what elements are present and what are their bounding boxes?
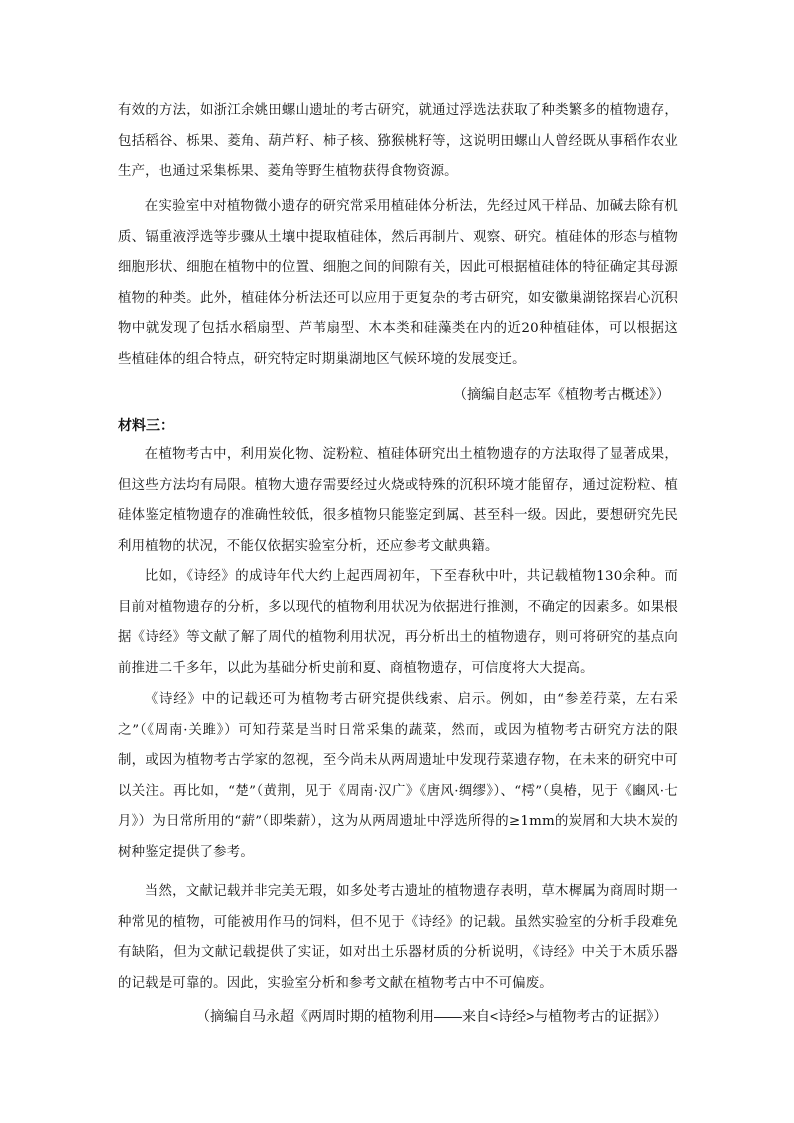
- paragraph-method-limitations: 在植物考古中，利用炭化物、淀粉粒、植硅体研究出土植物遗存的方法取得了显著成果，但这些方法均有局限。植物大遗存需要经过火烧或特殊的沉积环境才能留存，通过淀粉粒、植硅体鉴定植物遗存的准确性较低，很多植物只能鉴定到属、甚至科一级。因此，要想研究先民利用植物的状况，不能仅依据实验室分析，还应参考文献典籍。: [118, 447, 678, 554]
- paragraph-shijing-clues: 《诗经》中的记载还可为植物考古研究提供线索、启示。例如，由“参差荇菜，左右采之”（《周南·关雎》）可知荇菜是当时日常采集的蔬菜，然而，或因为植物考古研究方法的限制，或因为植物考古学家的忽视，至今尚未从两周遗址中发现荇菜遗存物，在未来的研究中可以关注。再比如，“楚”（黄荆，见于《周南·汉广》《唐风·绸缪》）、“樗”（臭椿，见于《豳风·七月》）为日常所用的“薪”（即柴薪），这为从两周遗址中浮选所得的≥1mm的炭屑和大块木炭的树种鉴定提供了参考。: [118, 692, 678, 860]
- paragraph-tianluoshan: 有效的方法，如浙江余姚田螺山遗址的考古研究，就通过浮选法获取了种类繁多的植物遗存，包括稻谷、栎果、菱角、葫芦籽、柿子核、猕猴桃籽等，这说明田螺山人曾经既从事稻作农业生产，也通过采集栎果、菱角等野生植物获得食物资源。: [118, 103, 678, 179]
- paragraph-phytolith-method: 在实验室中对植物微小遗存的研究常采用植硅体分析法，先经过风干样品、加碱去除有机质、镉重液浮选等步骤从土壤中提取植硅体，然后再制片、观察、研究。植硅体的形态与植物细胞形状、细胞在植物中的位置、细胞之间的间隙有关，因此可根据植硅体的特征确定其母源植物的种类。此外，植硅体分析法还可以应用于更复杂的考古研究，如安徽巢湖铭探岩心沉积物中就发现了包括水稻扇型、芦苇扇型、木本类和硅藻类在内的近20种植硅体，可以根据这些植硅体的组合特点，研究特定时期巢湖地区气候环境的发展变迁。: [118, 199, 678, 367]
- source-citation-ma: （摘编自马永超《两周时期的植物利用——来自<诗经>与植物考古的证据》）: [196, 1008, 668, 1024]
- paragraph-literature-limits: 当然，文献记载并非完美无瑕，如多处考古遗址的植物遗存表明，草木樨属为商周时期一种常见的植物，可能被用作马的饲料，但不见于《诗经》的记载。虽然实验室的分析手段难免有缺陷，但为文献记载提供了实证，如对出土乐器材质的分析说明，《诗经》中关于木质乐器的记载是可靠的。因此，实验室分析和参考文献在植物考古中不可偏废。: [118, 884, 678, 991]
- source-citation-zhao: （摘编自赵志军《植物考古概述》）: [453, 386, 670, 402]
- material-three-heading: 材料三：: [118, 417, 174, 433]
- paragraph-shijing-dating: 比如，《诗经》的成诗年代大约上起西周初年，下至春秋中叶，共记载植物130余种。而目前对植物遗存的分析，多以现代的植物利用状况为依据进行推测，不确定的因素多。如果根据《诗经》等文献了解了周代的植物利用状况，再分析出土的植物遗存，则可将研究的基点向前推进二千多年，以此为基础分析史前和夏、商植物遗存，可信度将大大提高。: [118, 569, 678, 676]
